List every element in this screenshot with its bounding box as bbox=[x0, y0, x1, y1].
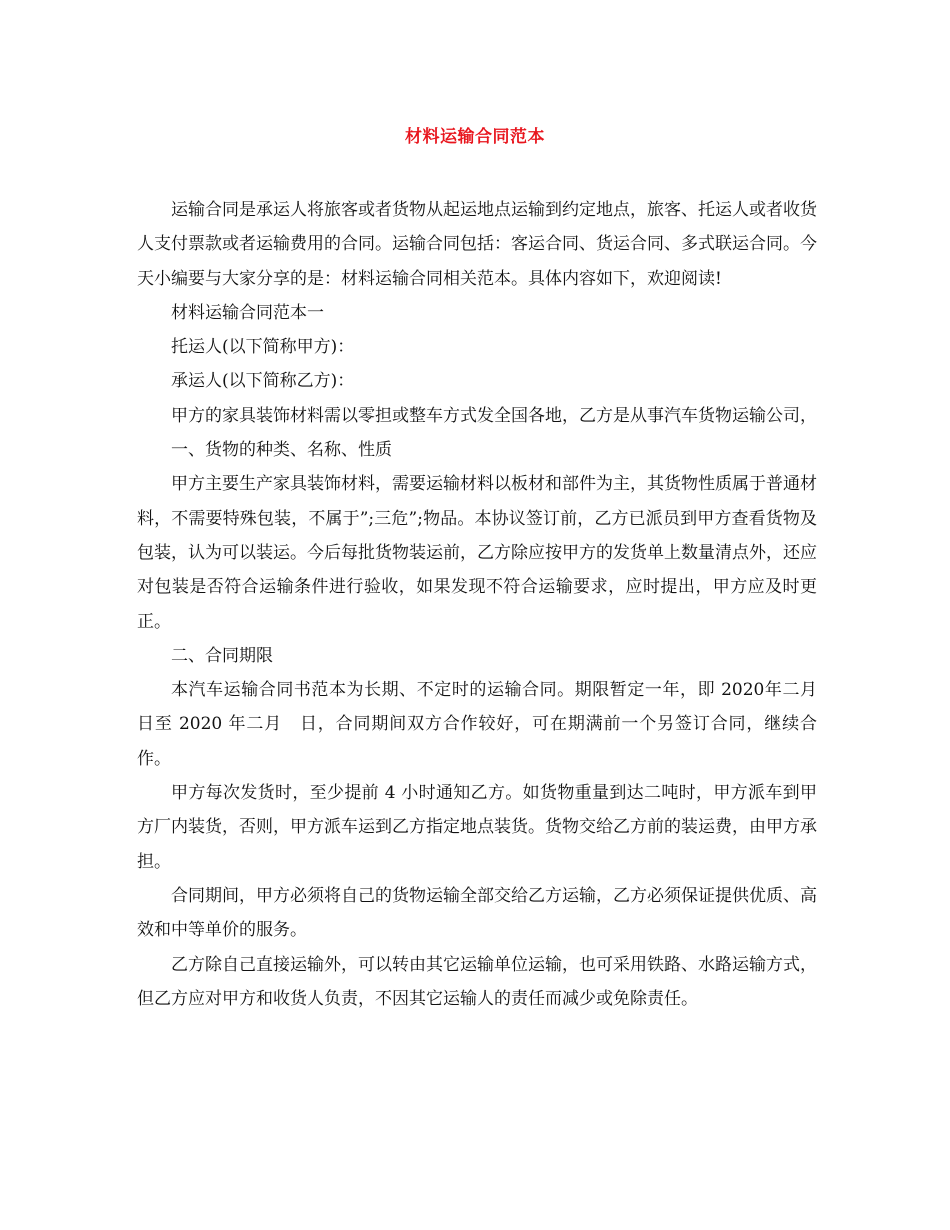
paragraph-parties-description: 甲方的家具装饰材料需以零担或整车方式发全国各地，乙方是从事汽车货物运输公司， bbox=[171, 405, 817, 426]
paragraph-consignor: 托运人(以下简称甲方)： bbox=[171, 337, 355, 358]
paragraph-contract-term: 本汽车运输合同书范本为长期、不定时的运输合同。期限暂定一年，即 2020年二月 日至 2020 年二月 日，合同期间双方合作较好，可在期满前一个另签订合同，继续合作。 bbox=[137, 680, 834, 769]
paragraph-goods-description: 甲方主要生产家具装饰材料，需要运输材料以板材和部件为主，其货物性质属于普通材料，不需要特殊包装，不属于”;三危”;物品。本协议签订前，乙方已派员到甲方查看货物及包装，认为可以装运。今后每批货物装运前，乙方除应按甲方的发货单上数量清点外，还应对包装是否符合运输条件进行验收，如果发现不符合运输要求，应时提出，甲方应及时更正。 bbox=[137, 474, 817, 632]
document-body bbox=[137, 193, 834, 1016]
paragraph-intro: 运输合同是承运人将旅客或者货物从起运地点运输到约定地点，旅客、托运人或者收货人支付票款或者运输费用的合同。运输合同包括：客运合同、货运合同、多式联运合同。今天小编要与大家分享的是：材料运输合同相关范本。具体内容如下，欢迎阅读! bbox=[137, 200, 817, 289]
paragraph-section-two-heading: 二、合同期限 bbox=[171, 645, 273, 666]
document-title: 材料运输合同范本 bbox=[405, 127, 545, 147]
paragraph-subcontracting: 乙方除自己直接运输外，可以转由其它运输单位运输，也可采用铁路、水路运输方式，但乙方应对甲方和收货人负责，不因其它运输人的责任而减少或免除责任。 bbox=[137, 954, 817, 1009]
paragraph-heading-sample-one: 材料运输合同范本一 bbox=[171, 302, 324, 323]
paragraph-notification: 甲方每次发货时，至少提前 4 小时通知乙方。如货物重量到达二吨时，甲方派车到甲方厂内装货，否则，甲方派车运到乙方指定地点装货。货物交给乙方前的装运费，由甲方承担。 bbox=[137, 783, 817, 872]
paragraph-carrier: 承运人(以下简称乙方)： bbox=[171, 371, 355, 392]
paragraph-exclusivity: 合同期间，甲方必须将自己的货物运输全部交给乙方运输，乙方必须保证提供优质、高效和中等单价的服务。 bbox=[137, 885, 817, 941]
paragraph-section-one-heading: 一、货物的种类、名称、性质 bbox=[171, 440, 392, 461]
